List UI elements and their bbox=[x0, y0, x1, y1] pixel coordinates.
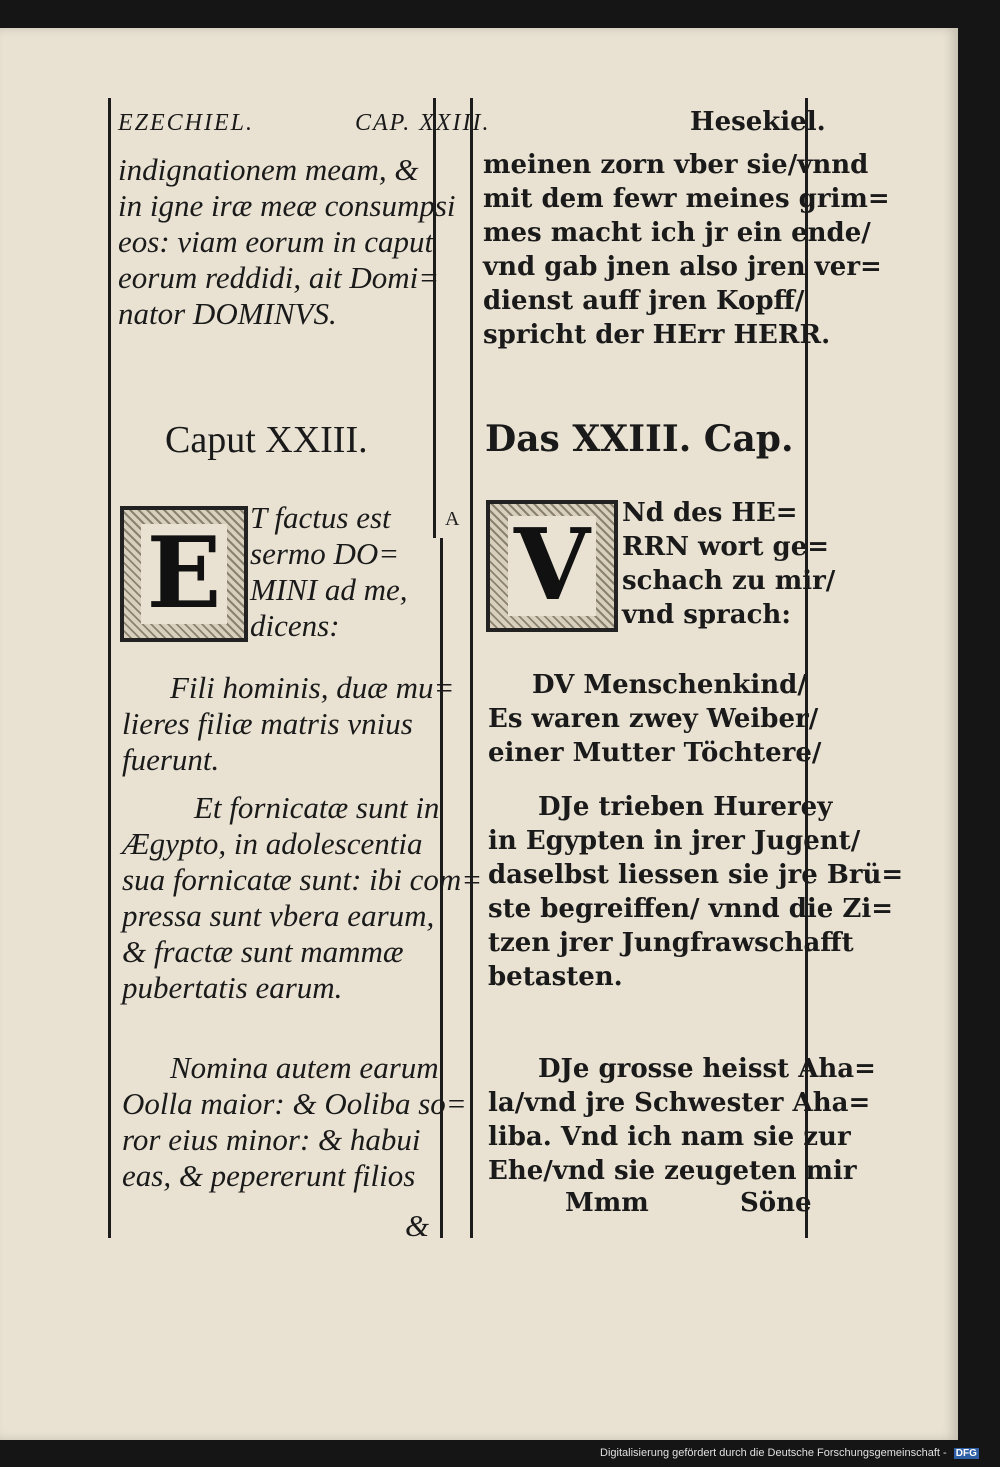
text-line: sua fornicatæ sunt: ibi com= bbox=[122, 862, 483, 897]
dropcap-german bbox=[486, 500, 618, 632]
digitization-footer bbox=[600, 1447, 979, 1459]
text-line: mes macht ich jr ein ende/ bbox=[483, 218, 871, 248]
right-first-paragraph bbox=[622, 496, 835, 632]
text-line: schach zu mir/ bbox=[622, 566, 836, 596]
text-line: DV Menschenkind/ bbox=[532, 670, 807, 700]
text-line: eos: viam eorum in caput bbox=[118, 224, 434, 259]
text-line: Nd des HE= bbox=[622, 498, 798, 528]
left-outer-rule bbox=[108, 98, 111, 1238]
text-line: Nomina autem earum bbox=[170, 1050, 439, 1085]
text-line: dicens: bbox=[250, 608, 340, 643]
running-head-center: CAP. XXIII. bbox=[355, 110, 491, 136]
text-line: spricht der HErr HERR. bbox=[483, 320, 831, 350]
text-line: Ehe/vnd sie zeugeten mir bbox=[488, 1156, 857, 1186]
text-line: Ægypto, in adolescentia bbox=[122, 826, 423, 861]
text-line: daselbst liessen sie jre Brü= bbox=[488, 860, 904, 890]
left-paragraph-3 bbox=[122, 790, 482, 1006]
text-line: T factus est bbox=[250, 500, 391, 535]
text-line: meinen zorn vber sie/vnnd bbox=[483, 150, 869, 180]
text-line: mit dem fewr meines grim= bbox=[483, 184, 890, 214]
right-paragraph-2 bbox=[488, 668, 821, 770]
text-line: ror eius minor: & habui bbox=[122, 1122, 421, 1157]
text-line: Et fornicatæ sunt in bbox=[194, 790, 440, 825]
running-head-right: Hesekiel. bbox=[690, 107, 826, 137]
text-line: pressa sunt vbera earum, bbox=[122, 898, 435, 933]
chapter-title-latin: Caput XXIII. bbox=[165, 419, 368, 461]
left-paragraph-4 bbox=[122, 1050, 467, 1194]
left-first-paragraph bbox=[250, 500, 408, 644]
text-line: DJe trieben Hurerey bbox=[538, 792, 833, 822]
text-line: einer Mutter Töchtere/ bbox=[488, 738, 822, 768]
right-intro-text bbox=[483, 148, 890, 352]
text-line: in Egypten in jrer Jugent/ bbox=[488, 826, 861, 856]
running-head-left: EZECHIEL. bbox=[118, 110, 255, 136]
footer-text: Digitalisierung gefördert durch die Deutsche Forschungsgemeinschaft - bbox=[600, 1447, 947, 1459]
dropcap-letter: E bbox=[141, 524, 228, 624]
left-paragraph-2 bbox=[122, 670, 454, 778]
text-line: Oolla maior: & Ooliba so= bbox=[122, 1086, 467, 1121]
right-catchword: Söne bbox=[740, 1188, 812, 1218]
text-line: & fractæ sunt mammæ bbox=[122, 934, 404, 969]
text-line: sermo DO= bbox=[250, 536, 400, 571]
text-line: nator DOMINVS. bbox=[118, 296, 337, 331]
text-line: lieres filiæ matris vnius bbox=[122, 706, 413, 741]
left-catchword: & bbox=[405, 1208, 430, 1243]
right-paragraph-4 bbox=[488, 1052, 876, 1188]
text-line: dienst auff jren Kopff/ bbox=[483, 286, 805, 316]
text-line: Es waren zwey Weiber/ bbox=[488, 704, 819, 734]
margin-section-letter: A bbox=[445, 508, 460, 530]
text-line: DJe grosse heisst Aha= bbox=[538, 1054, 876, 1084]
text-line: betasten. bbox=[488, 962, 623, 992]
text-line: Fili hominis, duæ mu= bbox=[170, 670, 455, 705]
text-line: la/vnd jre Schwester Aha= bbox=[488, 1088, 871, 1118]
text-line: vnd sprach: bbox=[622, 600, 791, 630]
text-line: tzen jrer Jungfrawschafft bbox=[488, 928, 854, 958]
dfg-logo-icon: DFG bbox=[955, 1448, 977, 1459]
text-line: RRN wort ge= bbox=[622, 532, 830, 562]
text-line: vnd gab jnen also jren ver= bbox=[483, 252, 882, 282]
signature-mark: Mmm bbox=[565, 1188, 649, 1218]
text-line: fuerunt. bbox=[122, 742, 220, 777]
text-line: eas, & pepererunt filios bbox=[122, 1158, 416, 1193]
left-intro-text bbox=[118, 152, 456, 332]
chapter-title-german: Das XXIII. Cap. bbox=[485, 418, 794, 460]
text-line: pubertatis earum. bbox=[122, 970, 343, 1005]
dropcap-latin bbox=[120, 506, 248, 642]
text-line: eorum reddidi, ait Domi= bbox=[118, 260, 440, 295]
text-line: indignationem meam, & bbox=[118, 152, 419, 187]
right-inner-rule bbox=[470, 98, 473, 1238]
right-paragraph-3 bbox=[488, 790, 903, 994]
text-line: MINI ad me, bbox=[250, 572, 408, 607]
text-line: ste begreiffen/ vnnd die Zi= bbox=[488, 894, 894, 924]
text-line: liba. Vnd ich nam sie zur bbox=[488, 1122, 851, 1152]
text-line: in igne iræ meæ consumpsi bbox=[118, 188, 456, 223]
dropcap-letter: V bbox=[508, 516, 596, 616]
